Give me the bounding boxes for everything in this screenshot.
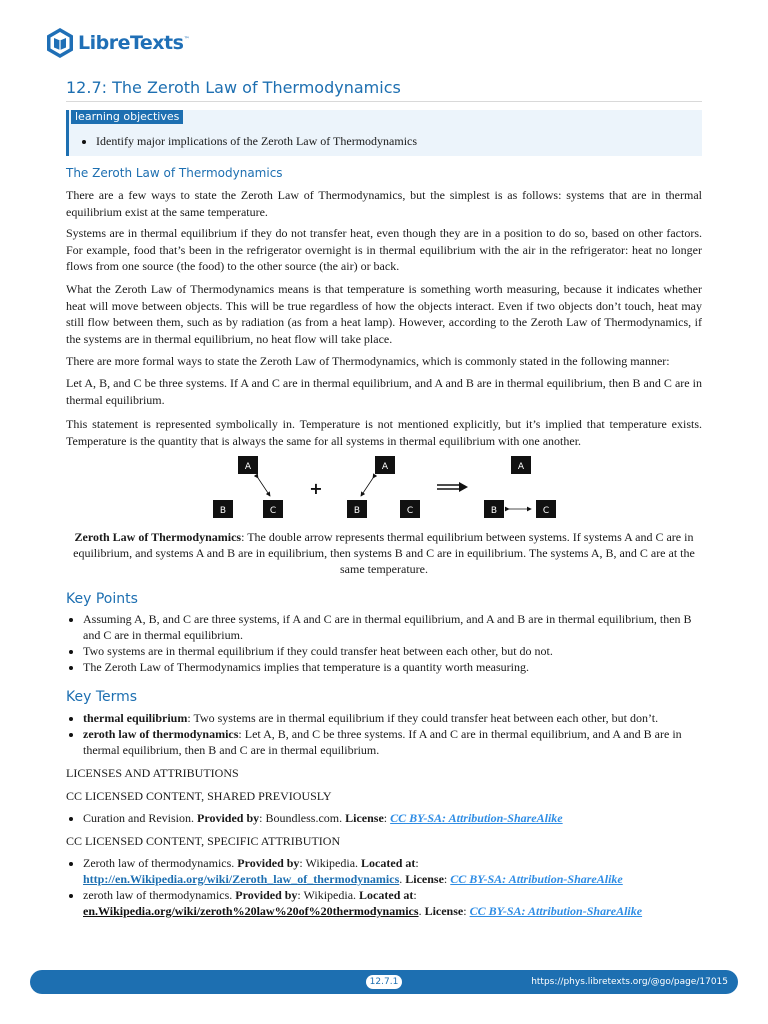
page-footer (30, 970, 738, 994)
key-terms-heading: Key Terms (66, 689, 138, 705)
system-c-label: C (542, 506, 550, 516)
separator: : (415, 856, 419, 870)
shared-content-heading: CC LICENSED CONTENT, SHARED PREVIOUSLY (66, 789, 332, 803)
system-b-label: B (490, 506, 498, 516)
caption-title: Zeroth Law of Thermodynamics (74, 530, 242, 544)
system-a-label: A (381, 462, 389, 472)
license-label: License (405, 872, 444, 886)
implies-arrow (437, 482, 468, 492)
title-divider (66, 101, 702, 102)
license-label: License (345, 811, 384, 825)
key-term-name: zeroth law of thermodynamics (83, 727, 239, 741)
learning-objectives-list (79, 133, 417, 149)
system-b-label: B (219, 506, 227, 516)
key-point-item: Assuming A, B, and C are three systems, if A and C are in thermal equilibrium, and A and B are in thermal equilibrium, then B and C are in thermal equilibrium. (66, 611, 702, 643)
provided-by-value: : Wikipedia. (297, 888, 360, 902)
section-heading: The Zeroth Law of Thermodynamics (66, 166, 283, 180)
attribution-item (66, 887, 702, 919)
key-term-name: thermal equilibrium (83, 711, 188, 725)
separator: . (418, 904, 425, 918)
license-link[interactable]: CC BY-SA: Attribution-ShareAlike (390, 811, 563, 825)
provided-by-value: : Boundless.com. (259, 811, 346, 825)
paragraph-3: What the Zeroth Law of Thermodynamics means is that temperature is something worth measuring, because it indicates whether heat will move between objects. This will be true regardless of how the objects interact. Even if two objects don’t touch, heat may still flow between them, such as by radiation (as from a heat lamp). However, according to the Zeroth Law of Thermodynamics, if the systems are in thermal equilibrium, no heat flow will take place. (66, 282, 702, 346)
located-at-label: Located at (359, 888, 414, 902)
plus-sign: + (309, 479, 323, 498)
system-c-label: C (406, 506, 414, 516)
specific-attribution-list (66, 855, 702, 919)
provided-by-label: Provided by (237, 856, 300, 870)
source-url-link[interactable]: http://en.Wikipedia.org/wiki/Zeroth_law_of_thermodynamics (83, 872, 400, 886)
license-link[interactable]: CC BY-SA: Attribution-ShareAlike (450, 872, 623, 886)
separator: . (399, 872, 406, 886)
attribution-title: Zeroth law of thermodynamics. (83, 856, 238, 870)
system-a-label: A (517, 462, 525, 472)
page-title: 12.7: The Zeroth Law of Thermodynamics (66, 78, 401, 97)
separator: : (383, 811, 391, 825)
paragraph-1: There are a few ways to state the Zeroth Law of Thermodynamics, but the simplest is as follows: systems that are in thermal equilibrium exist at the same temperature. (66, 188, 702, 219)
attribution-title: Curation and Revision. (83, 811, 197, 825)
paragraph-5: Let A, B, and C be three systems. If A and C are in thermal equilibrium, and A and B are in thermal equilibrium, then B and C are in thermal equilibrium. (66, 376, 702, 407)
equilibrium-arrow-a-c (258, 478, 270, 496)
libretexts-logo-icon (46, 27, 74, 59)
attribution-item (66, 855, 702, 887)
footer-url[interactable]: https://phys.libretexts.org/@go/page/17015 (531, 977, 728, 987)
system-c-label: C (269, 506, 277, 516)
attribution-item (66, 810, 702, 826)
license-label: License (424, 904, 464, 918)
key-term-definition: : Let A, B, and C be three systems. If A and C are in thermal equilibrium, and A and B are in thermal equilibrium, then B and C are in thermal equilibrium. (83, 727, 682, 757)
zeroth-law-diagram (0, 452, 768, 524)
learning-objectives-tag: learning objectives (71, 110, 183, 124)
located-at-label: Located at (361, 856, 416, 870)
specific-attribution-heading: CC LICENSED CONTENT, SPECIFIC ATTRIBUTION (66, 834, 341, 848)
paragraph-4: There are more formal ways to state the Zeroth Law of Thermodynamics, which is commonly stated in the following manner: (66, 354, 670, 368)
paragraph-2: Systems are in thermal equilibrium if they do not transfer heat, even though they are in a position to do so, based on other factors. For example, food that’s been in the refrigerator overnight is in thermal equilibrium with the air in the refrigerator: heat no longer flows from one source (the food) to the other source (the air) or back. (66, 226, 702, 273)
caption-text: : The double arrow represents thermal equilibrium between systems. If systems A and C are in equilibrium, and systems A and B are in equilibrium, then systems B and C are in equilibrium. The systems A, B, and C are at the same temperature. (73, 530, 695, 576)
key-point-item: Two systems are in thermal equilibrium if they could transfer heat between each other, but do not. (66, 643, 702, 659)
learning-objectives-box (66, 110, 702, 156)
separator: : (443, 872, 451, 886)
licenses-heading: LICENSES AND ATTRIBUTIONS (66, 766, 239, 780)
separator: : (463, 904, 470, 918)
system-a-label: A (244, 462, 252, 472)
figure-caption (66, 529, 702, 577)
libretexts-logo[interactable] (46, 26, 189, 60)
key-term-definition: : Two systems are in thermal equilibrium if they could transfer heat between each other, but don’t. (187, 711, 659, 725)
key-term-item (66, 710, 702, 726)
license-link[interactable]: CC BY-SA: Attribution-ShareAlike (469, 904, 643, 918)
logo-trademark: ™ (183, 36, 190, 43)
key-point-item: The Zeroth Law of Thermodynamics implies that temperature is a quantity worth measuring. (66, 659, 702, 675)
provided-by-label: Provided by (235, 888, 298, 902)
diagram-group-1 (213, 456, 283, 518)
key-term-item (66, 726, 702, 758)
attribution-title: zeroth law of thermodynamics. (83, 888, 236, 902)
system-b-label: B (353, 506, 361, 516)
logo-wordmark: LibreTexts (78, 32, 184, 54)
paragraph-6: This statement is represented symbolically in. Temperature is not mentioned explicitly, but it’s implied that temperature exists. Temperature is the quantity that is always the same for all systems in thermal equilibrium with one another. (66, 417, 702, 448)
learning-objective-item: Identify major implications of the Zeroth Law of Thermodynamics (79, 133, 417, 149)
page-number: 12.7.1 (366, 975, 402, 989)
provided-by-value: : Wikipedia. (299, 856, 362, 870)
shared-content-list (66, 810, 702, 826)
separator: : (413, 888, 417, 902)
diagram-group-3 (484, 456, 556, 518)
source-url-link[interactable]: en.Wikipedia.org/wiki/zeroth%20law%20of%20thermodynamics (83, 904, 419, 918)
key-terms-list (66, 710, 702, 758)
diagram-group-2 (347, 456, 420, 518)
provided-by-label: Provided by (197, 811, 260, 825)
equilibrium-arrow-a-b (361, 478, 373, 496)
key-points-heading: Key Points (66, 591, 138, 607)
key-points-list (66, 611, 702, 675)
